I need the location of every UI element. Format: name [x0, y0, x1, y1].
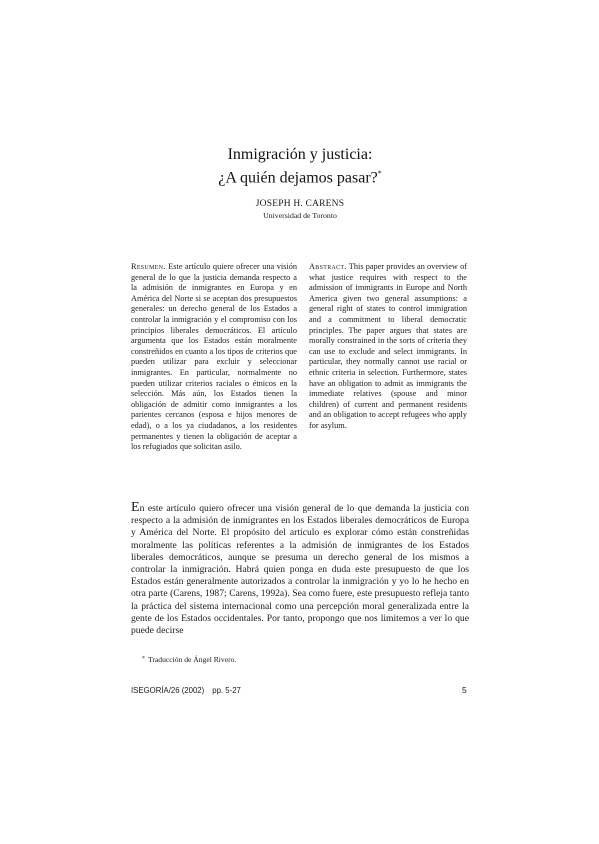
body-text: n este artículo quiero ofrecer una visión general de lo que demanda la justicia con respecto a la admisión de inmigrantes en los Estados liberales democráticos de Europa y América del Norte. El propósito del artículo es explorar cómo están constreñidas moralmente las políticas referentes a la admisión de inmigrantes de los Estados liberales democráticos, aunque se presuma un derecho general de los mismos a controlar la inmigración. Habrá quien ponga en duda este presupuesto de que los Estados están generalmente autorizados a controlar la inmigración y yo lo he hecho en otra parte (Carens, 1987; Carens, 1992a). Sea como fuere, este presupuesto refleja tanto la práctica del sistema internacional como una percepción moral generalizada entre la gente de los Estados occidentales. Por tanto, propongo que nos limitemos a ver lo que puede decirse: [131, 503, 469, 637]
footnote: [142, 655, 442, 664]
journal-citation: ISEGORÍA/26 (2002): [131, 686, 205, 695]
journal-footer: [131, 686, 241, 695]
abstract-spanish: [131, 262, 297, 453]
author-name: JOSEPH H. CARENS: [255, 199, 345, 209]
abstract-spanish-label: Resumen.: [131, 262, 166, 271]
drop-letter: E: [131, 500, 140, 515]
body-paragraph: [131, 500, 469, 637]
footnote-mark: *: [142, 656, 145, 662]
abstract-english-label: Abstract.: [309, 262, 347, 271]
author-affiliation: Universidad de Toronto: [263, 211, 337, 220]
page-range: pp. 5-27: [212, 686, 241, 695]
article-title-line2: [150, 164, 450, 187]
abstract-spanish-text: Este artículo quiere ofrecer una visión general de lo que la justicia demanda respecto a la admisión de inmigrantes en Europa y en América del Norte si se aceptan dos presupuestos generales: un derecho general de los Estados a controlar la inmigración y el compromiso con los principios liberales democráticos. El artículo argumenta que los Estados están moralmente constreñidos en cuanto a los tipos de criterios que pueden utilizar para excluir y seleccionar inmigrantes. En particular, normalmente no pueden utilizar criterios raciales o étnicos en la selección. Más aún, los Estados tienen la obligación de admitir como inmigrantes a los parientes cercanos (esposa e hijos menores de edad), o a los ya ciudadanos, a los residentes permanentes y tienen la obligación de aceptar a los refugiados que solicitan asilo.: [131, 262, 298, 452]
abstract-english-text: This paper provides an overview of what justice requires with respect to the admission of immigrants in Europe and North America given two general assumptions: a general right of states to control immigration and a commitment to liberal democratic principles. The paper argues that states are morally constrained in the sorts of criteria they can use to exclude and select immigrants. In particular, they normally cannot use racial or ethnic criteria in selection. Furthermore, states have an obligation to admit as immigrants the immediate relatives (spouse and minor children) of current and permanent residents and an obligation to accept refugees who apply for asylum.: [309, 262, 467, 430]
footnote-text: Traducción de Ángel Rivero.: [148, 655, 237, 664]
article-title-text: ¿A quién dejamos pasar?: [218, 169, 378, 187]
page-number: 5: [462, 685, 467, 695]
title-footnote-mark: *: [377, 169, 382, 178]
abstract-english: [309, 262, 467, 432]
article-title-line1: Inmigración y justicia:: [227, 146, 373, 163]
